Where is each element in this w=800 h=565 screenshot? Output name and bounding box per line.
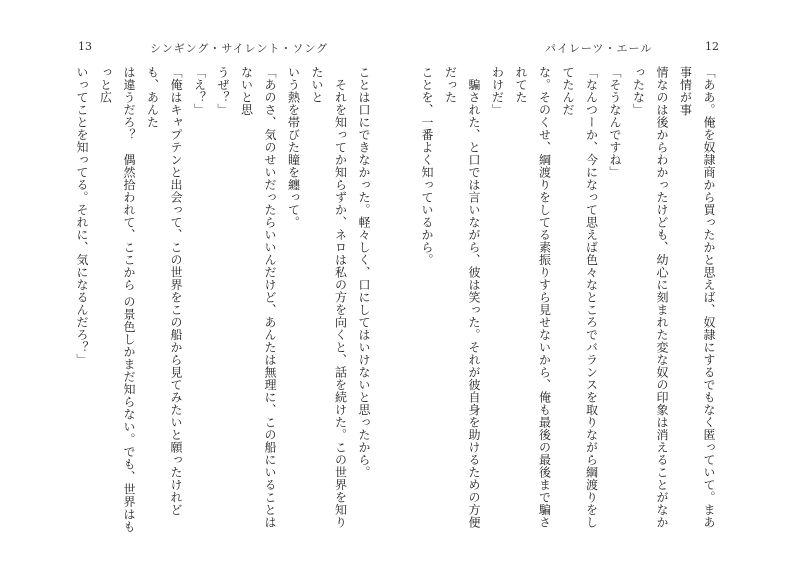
text-line: ことを、一番よく知っているから。 (420, 66, 434, 266)
text-line: 「え？」 (192, 66, 207, 116)
text-line: ことは口にできなかった。軽々しく、口にしてはいけないと思ったから。 (357, 66, 371, 479)
left-page-text (75, 66, 375, 536)
text-line: 「ああ。俺を奴隷商から買ったかと思えば、奴隷にするでもなく匿っていて。まあ事情が事 (678, 66, 716, 529)
text-line: わけだ」 (490, 66, 505, 116)
text-line: 「あのさ、気のせいだったらいいんだけど、あんたは無理に、この船にいることはないと思 (239, 66, 277, 529)
left-page-number: 13 (78, 40, 92, 53)
text-line: な。そのくせ、綱渡りをしてる素振りすら見せないから、俺も最後の最後まで騙されてた (514, 66, 552, 529)
text-line: 「なんつーか、今になって思えば色々なところでバランスを取りながら綱渡りをしてたんだ (561, 66, 599, 529)
text-line: いう熱を帯びた瞳を纏って。 (286, 66, 301, 229)
text-line: は違うだろ？ 偶然拾われて、ここから の景色しかまだ知らない。でも、世界はもっと広 (98, 66, 136, 533)
text-line: 「俺はキャプテンと出会って、この世界をこの船から見てみたいと願ったけれども、あんた (145, 66, 183, 516)
right-page-text (420, 66, 720, 536)
text-line: それを知ってか知らずか、ネロは私の方を向くと、話を続けた。この世界を知りたいと (310, 66, 348, 529)
right-running-header: パイレーツ・エール (545, 42, 653, 55)
left-running-header: シンギング・サイレント・ソング (150, 42, 329, 55)
text-line: 情なのは後からわかったけども、幼心に刻まれた変な奴の印象は消えることがなかったな」 (631, 66, 669, 529)
right-page-number: 12 (705, 40, 719, 53)
text-line: 「そうなんですね」 (608, 66, 622, 179)
text-line: うぜ？」 (216, 66, 230, 116)
text-line: いってことを知ってる。それに、気になるんだろ？」 (75, 66, 89, 366)
text-line: 騙された、と口では言いながら、彼は笑った。それが彼自身を助けるための方便だった (443, 66, 481, 529)
